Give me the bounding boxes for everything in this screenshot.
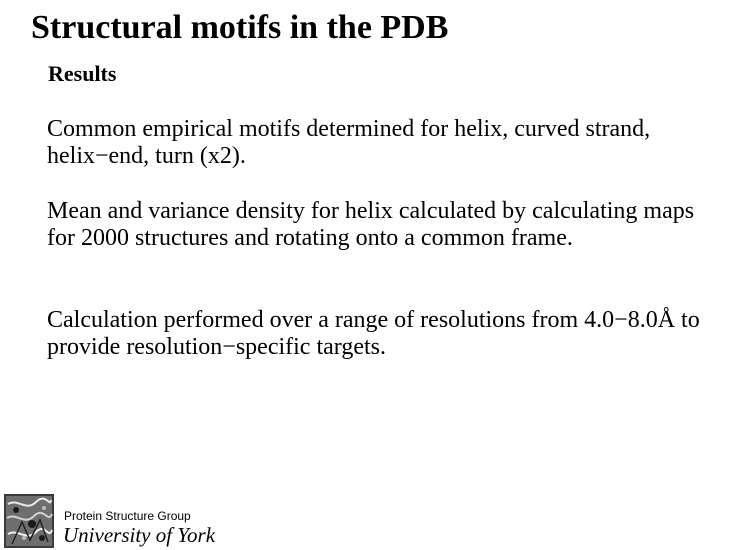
group-name: Protein Structure Group	[64, 509, 191, 523]
body-paragraph: Common empirical motifs determined for helix, curved strand, helix−end, turn (x2).	[47, 116, 651, 169]
protein-structure-logo-icon	[4, 494, 54, 548]
body-paragraph: Calculation performed over a range of resolutions from 4.0−8.0Å to provide resolution−specific targets.	[47, 307, 700, 360]
university-name: University of York	[63, 523, 216, 547]
slide-subtitle: Results	[48, 61, 117, 86]
slide-title: Structural motifs in the PDB	[31, 9, 449, 46]
body-paragraph: Mean and variance density for helix calculated by calculating maps for 2000 structures and rotating onto a common frame.	[47, 198, 695, 251]
footer	[4, 494, 264, 548]
